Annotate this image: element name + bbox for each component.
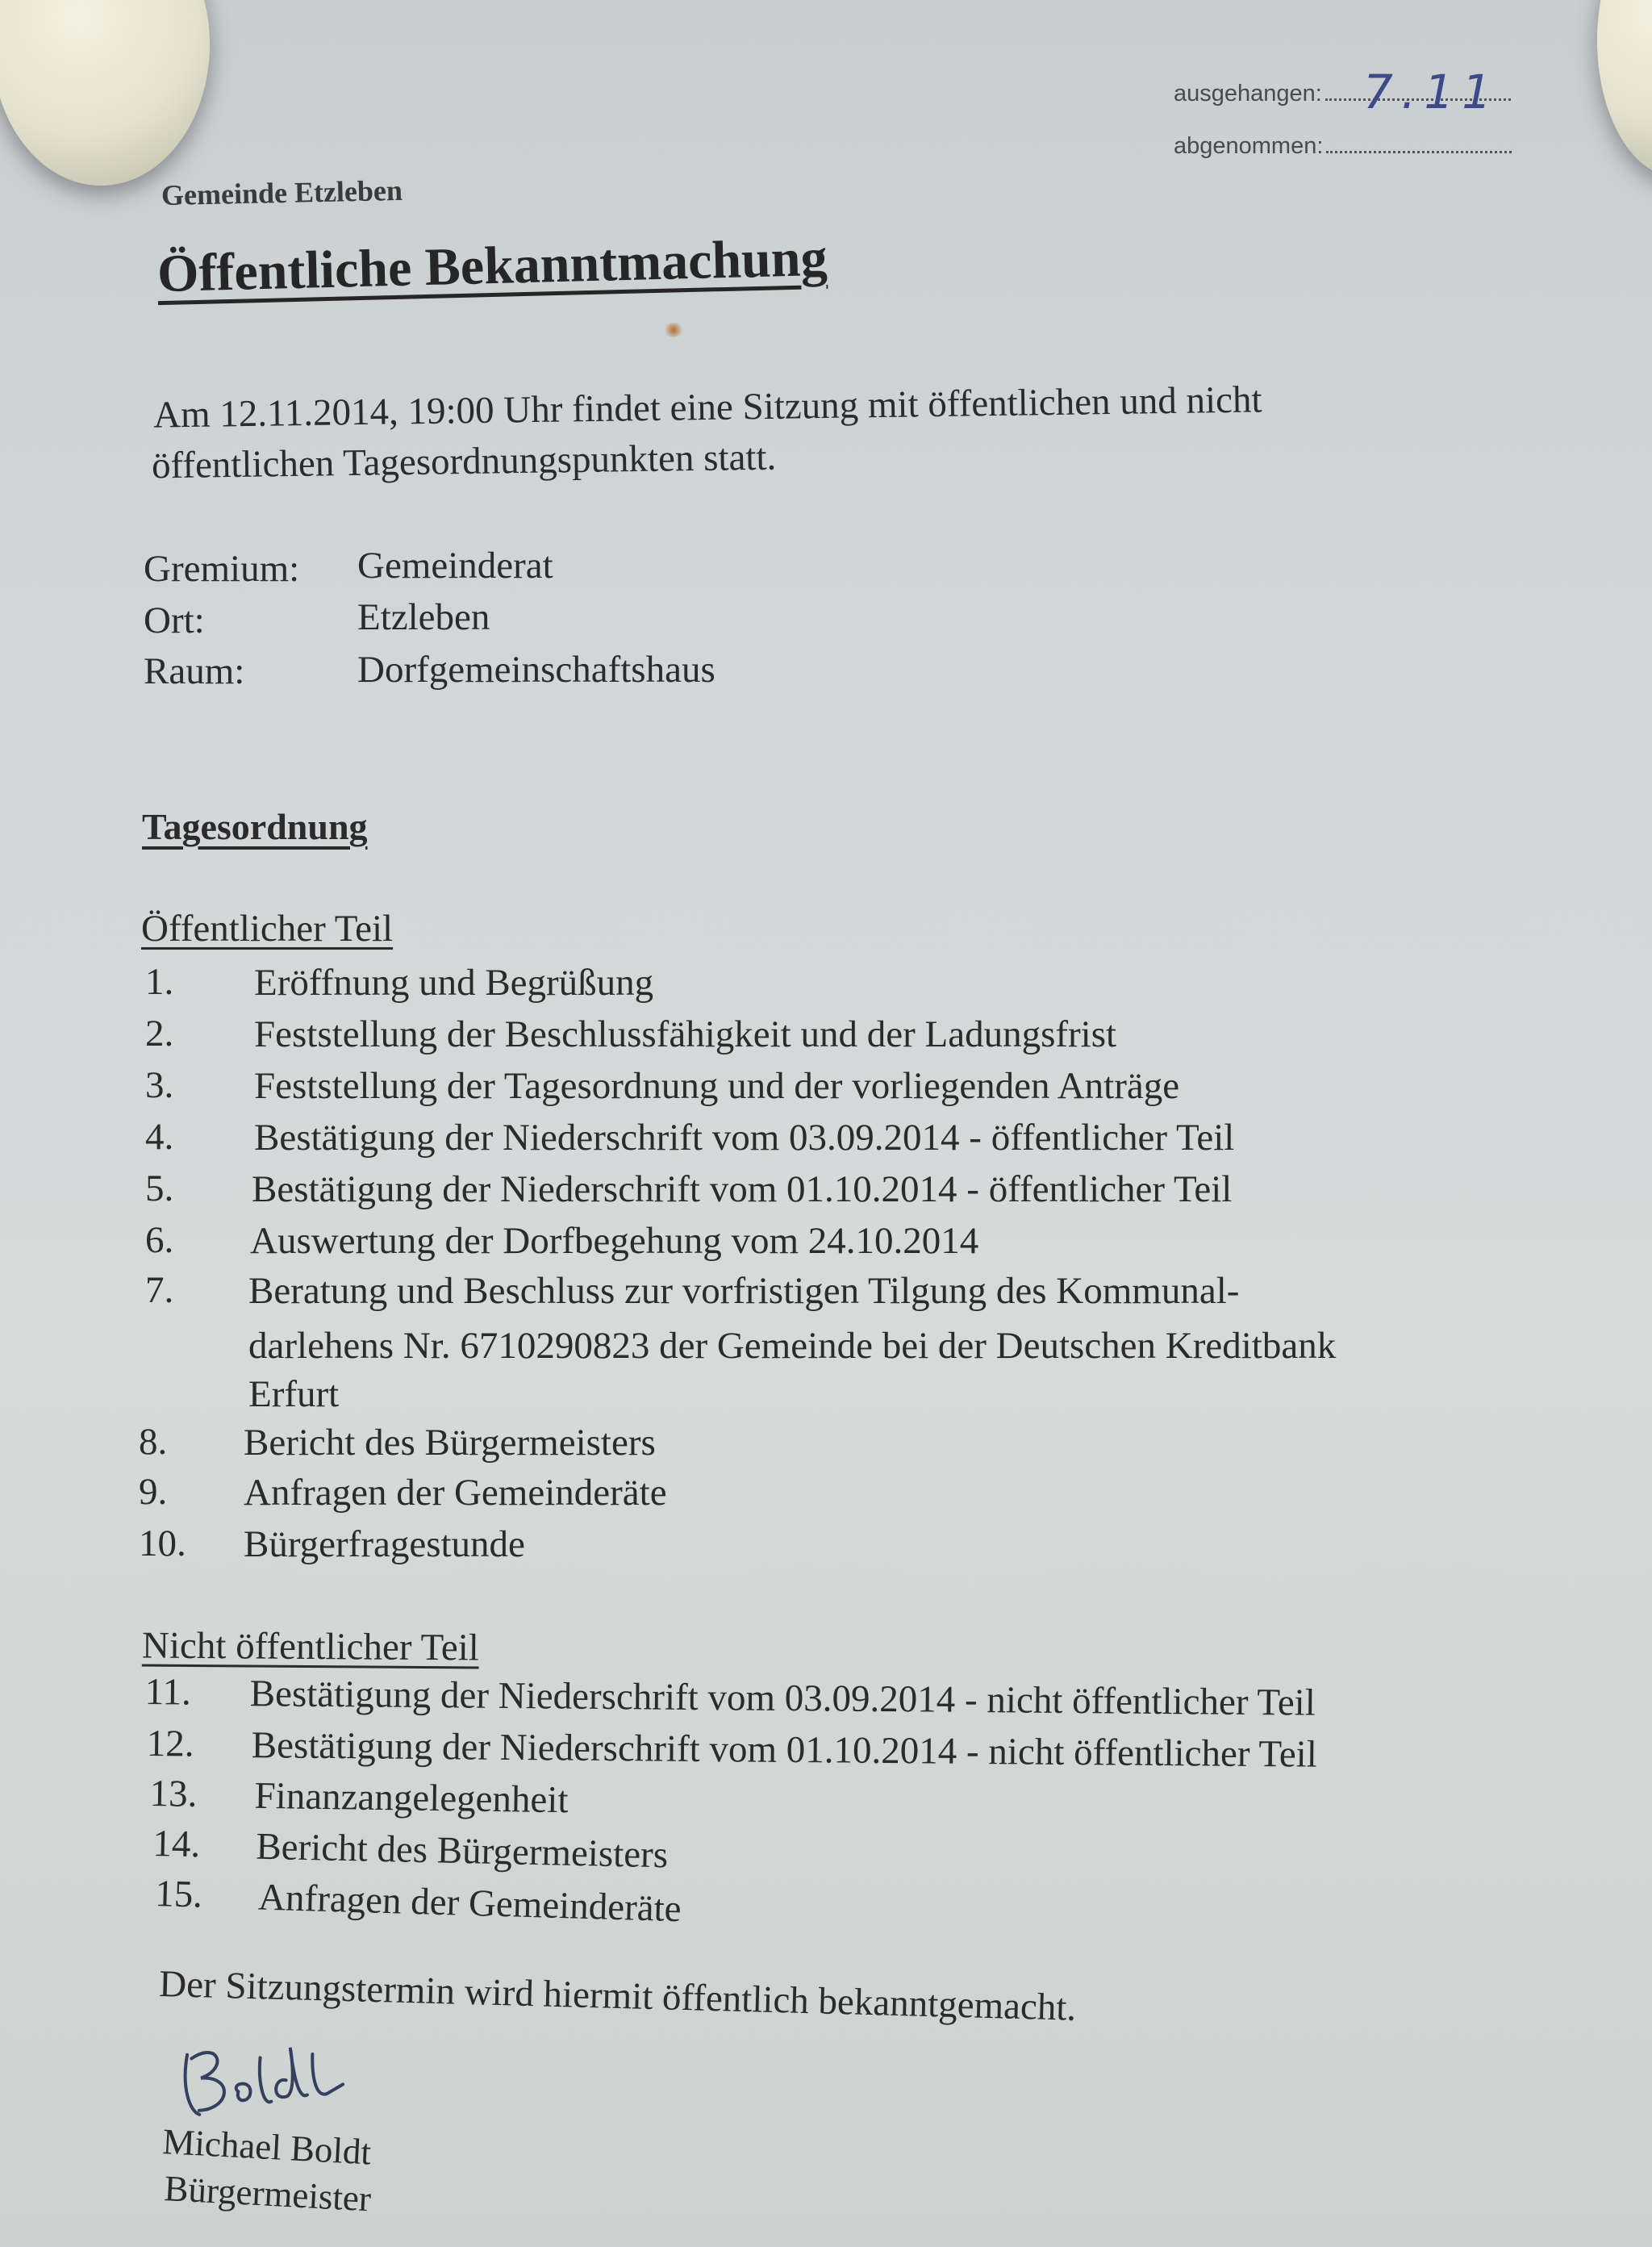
posted-date-handwritten: 7.11 (1363, 65, 1500, 119)
public-section-heading: Öffentlicher Teil (141, 908, 394, 950)
agenda-heading: Tagesordnung (142, 806, 368, 847)
signer-name: Michael Boldt (161, 2120, 373, 2173)
removed-label: abgenommen: (1174, 133, 1324, 159)
item-text: Anfragen der Gemeinderäte (257, 1876, 682, 1931)
raum-value: Dorfgemeinschaftshaus (357, 649, 715, 691)
signer-title: Bürgermeister (163, 2167, 373, 2220)
item-number: 10. (139, 1522, 186, 1564)
item-text-continued: darlehens Nr. 6710290823 der Gemeinde bei der Deutschen Kreditbank (248, 1325, 1337, 1367)
removed-line (1326, 151, 1512, 153)
signature-drawing (170, 2027, 361, 2128)
item-number: 1. (145, 961, 174, 1003)
pushpin-left (0, 0, 210, 186)
item-number: 5. (145, 1167, 174, 1209)
item-text: Bericht des Bürgermeisters (244, 1422, 656, 1464)
gremium-value: Gemeinderat (357, 545, 553, 587)
item-text: Bestätigung der Niederschrift vom 03.09.2014 - öffentlicher Teil (254, 1117, 1235, 1159)
intro-line-1: Am 12.11.2014, 19:00 Uhr findet eine Sitzung mit öffentlichen und nicht (152, 378, 1262, 436)
item-number: 15. (154, 1872, 203, 1916)
item-text-continued: Erfurt (248, 1373, 340, 1415)
item-number: 7. (145, 1269, 174, 1311)
raum-label: Raum: (144, 650, 245, 692)
item-number: 3. (145, 1064, 174, 1106)
item-text: Anfragen der Gemeinderäte (244, 1472, 667, 1514)
item-number: 8. (139, 1421, 168, 1463)
item-number: 2. (145, 1013, 174, 1055)
item-text: Bestätigung der Niederschrift vom 03.09.2014 - nicht öffentlicher Teil (249, 1673, 1316, 1724)
intro-line-2: öffentlichen Tagesordnungspunkten statt. (151, 436, 777, 487)
pushpin-right (1597, 0, 1652, 178)
item-number: 9. (139, 1471, 168, 1513)
item-number: 12. (146, 1723, 194, 1765)
item-number: 4. (145, 1116, 174, 1158)
item-text: Bürgerfragestunde (244, 1523, 525, 1565)
ort-value: Etzleben (357, 596, 490, 638)
issuer: Gemeinde Etzleben (161, 173, 403, 212)
item-text: Auswertung der Dorfbegehung vom 24.10.2014 (250, 1220, 979, 1262)
item-text: Finanzangelegenheit (254, 1774, 569, 1822)
item-text: Bestätigung der Niederschrift vom 01.10.2014 - öffentlicher Teil (252, 1168, 1233, 1210)
item-number: 13. (149, 1773, 198, 1815)
item-text: Feststellung der Tagesordnung und der vorliegenden Anträge (254, 1065, 1180, 1107)
ink-smudge (663, 323, 684, 337)
gremium-label: Gremium: (144, 548, 300, 590)
item-text: Beratung und Beschluss zur vorfristigen Tilgung des Kommunal- (248, 1270, 1240, 1312)
ort-label: Ort: (144, 599, 205, 641)
item-text: Eröffnung und Begrüßung (254, 962, 654, 1004)
item-text: Bericht des Bürgermeisters (255, 1825, 669, 1877)
closing-statement: Der Sitzungstermin wird hiermit öffentlich bekanntgemacht. (158, 1962, 1077, 2029)
posted-label: ausgehangen: (1174, 81, 1322, 107)
item-number: 14. (152, 1822, 201, 1866)
page-title: Öffentliche Bekanntmachung (156, 228, 828, 304)
item-number: 11. (144, 1671, 192, 1714)
private-section-heading: Nicht öffentlicher Teil (141, 1624, 480, 1669)
item-text: Bestätigung der Niederschrift vom 01.10.2014 - nicht öffentlicher Teil (251, 1724, 1318, 1776)
removed-stamp (1174, 133, 1512, 160)
item-number: 6. (145, 1219, 174, 1261)
item-text: Feststellung der Beschlussfähigkeit und der Ladungsfrist (254, 1013, 1117, 1055)
